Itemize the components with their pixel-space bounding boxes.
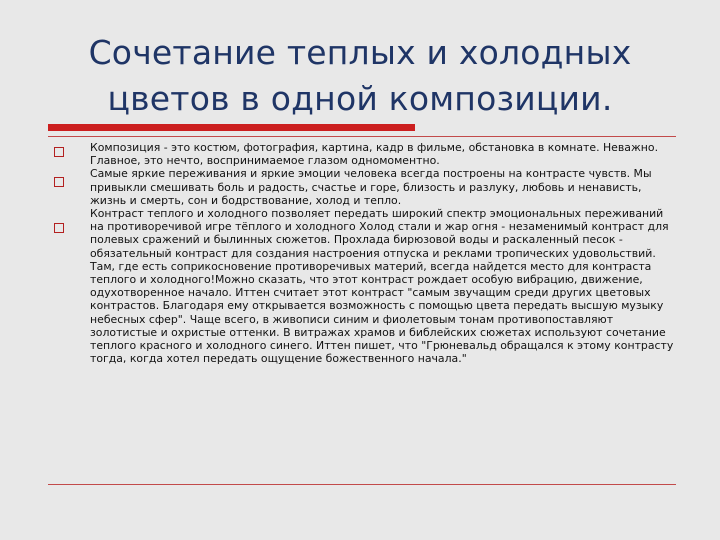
hollow-square-bullet-icon	[54, 147, 64, 157]
top-divider-line	[48, 136, 676, 137]
slide-title	[70, 30, 650, 122]
paragraph-contrast: Контраст теплого и холодного позволяет передать широкий спектр эмоциональных переживаний на противоречивой игре тёплого и холодного Холод стали и жар огня - незаменимый контраст для полевых сражений и былинных сюжетов. Прохлада бирюзовой воды и раскаленный песок - обязательный контраст для создания настроения отпуска и реклами тропических удовольствий. Там, где есть соприкосновение противоречивых материй, всегда найдется место для контраста теплого и холодного!Можно сказать, что этот контраст рождает особую вибрацию, движение, одухотворенное начало. Иттен считает этот контраст "самым звучащим среди других цветовых контрастов. Благодаря ему открывается возможность с помощью цвета передать высшую музыку небесных сфер". Чаще всего, в живописи синим и фиолетовым тонам противопоставляют золотистые и охристые оттенки. В витражах храмов и библейских сюжетах используют сочетание теплого красного и холодного синего. Иттен пишет, что "Грюневальд обращался к этому контрасту тогда, когда хотел передать ощущение божественного начала."	[90, 207, 674, 366]
hollow-square-bullet-icon	[54, 177, 64, 187]
bottom-divider-line	[48, 484, 676, 485]
title-line-1: Сочетание теплых и холодных	[88, 33, 632, 72]
paragraph-composition: Композиция - это костюм, фотография, картина, кадр в фильме, обстановка в комнате. Неважно. Главное, это нечто, воспринимаемое глазом одномоментно.	[90, 141, 659, 168]
paragraph-emotions: Самые яркие переживания и яркие эмоции человека всегда построены на контрасте чувств. Мы привыкли смешивать боль и радость, счастье и горе, близость и разлуку, любовь и ненависть, жизнь и смерть, сон и бодрствование, холод и тепло.	[90, 167, 652, 207]
title-accent-bar	[48, 124, 415, 131]
hollow-square-bullet-icon	[54, 223, 64, 233]
body-text	[90, 141, 680, 365]
title-line-2: цветов в одной композиции.	[107, 79, 613, 118]
